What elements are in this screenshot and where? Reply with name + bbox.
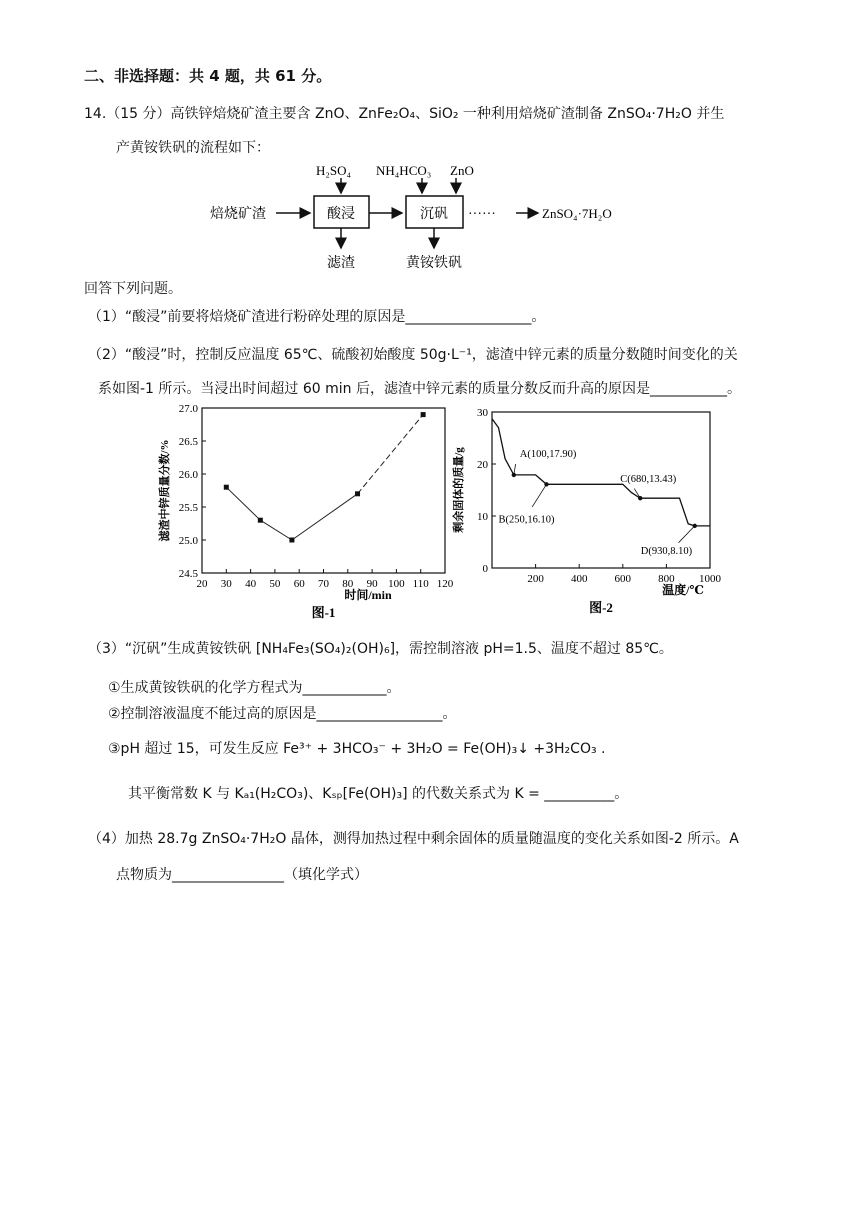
mass-curve — [492, 419, 710, 526]
reagent-nh4hco3: NH₄HCO₃ — [376, 163, 432, 178]
flow-dots: ······ — [468, 207, 496, 222]
y-tick-label-0: 0 — [482, 563, 488, 575]
y-tick-label-2: 20 — [477, 459, 488, 471]
y-tick-label-2: 25.5 — [178, 502, 198, 514]
section-title: 二、非选择题：共 4 题，共 61 分。 — [84, 67, 332, 85]
jarosite-label: 黄铵铁矾 — [406, 256, 462, 271]
series-segment-3 — [358, 415, 424, 494]
residue-label: 滤渣 — [327, 256, 355, 271]
y-tick-label-0: 24.5 — [178, 568, 198, 580]
part-4-line2: 点物质为________________（填化学式） — [116, 867, 368, 883]
x-tick-label-6: 80 — [342, 578, 354, 590]
data-point-4 — [421, 412, 426, 417]
x-tick-label-2: 40 — [245, 578, 257, 590]
x-tick-label-0: 20 — [196, 578, 208, 590]
marker-leader-1 — [532, 484, 546, 507]
x-tick-label-2: 600 — [614, 573, 632, 585]
marker-label-1: B(250,16.10) — [498, 514, 555, 526]
y-tick-label-1: 25.0 — [178, 535, 198, 547]
x-tick-label-3: 50 — [269, 578, 281, 590]
flow-input-label: 焙烧矿渣 — [210, 207, 266, 222]
process-flow-diagram — [200, 158, 660, 276]
part-3-item-3: ③pH 超过 15，可发生反应 Fe³⁺ + 3HCO₃⁻ + 3H₂O = Fe(OH)₃↓ +3H₂CO₃ . — [108, 741, 606, 757]
y-tick-label-4: 26.5 — [178, 436, 198, 448]
series-segment-0 — [226, 487, 260, 520]
plot-frame — [492, 412, 710, 568]
x-axis-label: 时间/min — [344, 588, 392, 602]
question-14-stem-line2: 产黄铵铁矾的流程如下： — [116, 140, 270, 156]
figure-caption: 图-1 — [311, 605, 336, 620]
flow-product-label: ZnSO₄·7H₂O — [542, 206, 612, 221]
plot-frame — [202, 408, 445, 573]
x-tick-label-3: 800 — [658, 573, 675, 585]
part-3-item-3-k: 其平衡常数 K 与 Kₐ₁(H₂CO₃)、Kₛₚ[Fe(OH)₃] 的代数关系式为 K = __________。 — [128, 786, 629, 802]
x-tick-label-4: 1000 — [699, 573, 721, 585]
x-tick-label-10: 120 — [436, 578, 454, 590]
reagent-h2so4: H₂SO₄ — [316, 163, 352, 178]
x-tick-label-9: 110 — [412, 578, 429, 590]
part-2-line1: （2）“酸浸”时，控制反应温度 65℃、硫酸初始酸度 50g·L⁻¹，滤渣中锌元素的质量分数随时间变化的关 — [88, 347, 738, 363]
marker-label-2: C(680,13.43) — [620, 474, 677, 486]
x-axis-label: 温度/℃ — [662, 583, 704, 597]
part-2-line2: 系如图-1 所示。当浸出时间超过 60 min 后，滤渣中锌元素的质量分数反而升高的原因是___________。 — [98, 381, 741, 397]
reagent-zno: ZnO — [450, 163, 474, 178]
part-4-line1: （4）加热 28.7g ZnSO₄·7H₂O 晶体，测得加热过程中剩余固体的质量随温度的变化关系如图-2 所示。A — [88, 831, 739, 847]
part-1: （1）“酸浸”前要将焙烧矿渣进行粉碎处理的原因是__________________。 — [88, 309, 546, 325]
figure-caption: 图-2 — [589, 600, 613, 615]
data-point-0 — [224, 485, 229, 490]
question-14-stem-line1: 14.（15 分）高铁锌焙烧矿渣主要含 ZnO、ZnFe₂O₄、SiO₂ 一种利用焙烧矿渣制备 ZnSO₄·7H₂O 并生 — [84, 106, 725, 122]
part-3-item-1: ①生成黄铵铁矾的化学方程式为____________。 — [108, 680, 401, 696]
series-segment-2 — [292, 494, 358, 540]
data-point-2 — [289, 538, 294, 543]
y-tick-label-5: 27.0 — [178, 403, 198, 415]
data-point-3 — [355, 491, 360, 496]
series-segment-1 — [260, 520, 292, 540]
y-axis-label: 剩余固体的质量/g — [453, 447, 465, 533]
figure-2-chart — [448, 400, 738, 622]
marker-leader-3 — [679, 526, 695, 543]
part-3-line1: （3）“沉矾”生成黄铵铁矾 [NH₄Fe₃(SO₄)₂(OH)₆]，需控制溶液 pH=1.5、温度不超过 85℃。 — [88, 641, 673, 657]
x-tick-label-5: 70 — [318, 578, 329, 590]
data-point-1 — [258, 518, 263, 523]
y-tick-label-1: 10 — [477, 511, 488, 523]
marker-label-0: A(100,17.90) — [519, 448, 577, 460]
y-tick-label-3: 30 — [477, 407, 488, 419]
precipitation-label: 沉矾 — [420, 207, 448, 222]
marker-label-3: D(930,8.10) — [640, 545, 693, 557]
acid-leach-label: 酸浸 — [327, 207, 355, 222]
x-tick-label-8: 100 — [388, 578, 405, 590]
x-tick-label-1: 400 — [570, 573, 588, 585]
figure-1-chart — [150, 400, 460, 622]
x-tick-label-0: 200 — [527, 573, 544, 585]
answer-intro: 回答下列问题。 — [84, 281, 182, 297]
x-tick-label-4: 60 — [293, 578, 305, 590]
x-tick-label-7: 90 — [366, 578, 378, 590]
y-tick-label-3: 26.0 — [178, 469, 198, 481]
y-axis-label: 滤渣中锌质量分数/% — [159, 439, 171, 542]
part-3-item-2: ②控制溶液温度不能过高的原因是__________________。 — [108, 706, 457, 722]
x-tick-label-1: 30 — [220, 578, 232, 590]
